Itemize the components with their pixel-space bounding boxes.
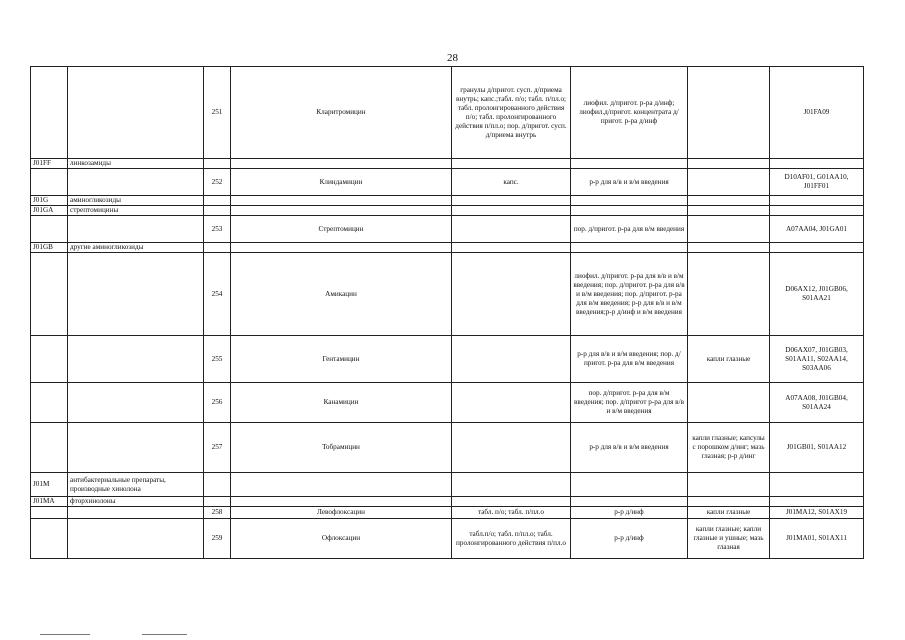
empty-cell [770,206,864,216]
empty-cell [231,206,452,216]
drug-name: Амикацин [231,253,452,336]
other-forms [688,67,770,159]
drug-name: Офлоксацин [231,519,452,559]
atc-codes: J01GB01, S01AA12 [770,423,864,473]
empty-cell [770,159,864,169]
empty-cell [31,336,68,383]
oral-forms: табл.п/о; табл. п/пл.о; табл. пролонгированного действия п/пл.о [452,519,571,559]
atc-group-code: J01MA [31,497,68,507]
other-forms [688,169,770,196]
empty-cell [571,206,688,216]
empty-cell [770,473,864,497]
injection-forms: лиофил. д/пригот. р-ра д/инф; лиофил.д/пригот. концентрата д/пригот. р-ра д/инф [571,67,688,159]
empty-cell [68,336,204,383]
drug-name: Клиндамицин [231,169,452,196]
empty-cell [688,159,770,169]
drug-table [30,66,864,559]
table-body [31,67,864,559]
other-forms: капли глазные [688,336,770,383]
atc-codes: A07AA04, J01GA01 [770,216,864,243]
atc-codes: D06AX07, J01GB03, S01AA11, S02AA14, S03AA06 [770,336,864,383]
atc-group-code: J01M [31,473,68,497]
row-number: 258 [204,507,231,519]
other-forms [688,253,770,336]
injection-forms: р-р для в/в и в/м введения [571,169,688,196]
row-number: 251 [204,67,231,159]
empty-cell [68,383,204,423]
oral-forms [452,336,571,383]
row-number: 254 [204,253,231,336]
empty-cell [571,473,688,497]
atc-group-label: линкозамиды [68,159,204,169]
empty-cell [31,383,68,423]
atc-group-label: другие аминогликозиды [68,243,204,253]
empty-cell [452,473,571,497]
empty-cell [688,196,770,206]
empty-cell [571,159,688,169]
oral-forms: гранулы д/пригот. сусп. д/приема внутрь; капс.;табл. п/о; табл. п/пл.о; табл. пролонгированного действия п/о; табл. пролонгированного действия п/пл.о; пор. д/пригот. сусп. д/приема внутрь [452,67,571,159]
atc-codes: A07AA08, J01GB04, S01AA24 [770,383,864,423]
empty-cell [231,243,452,253]
empty-cell [31,519,68,559]
other-forms [688,383,770,423]
oral-forms [452,383,571,423]
drug-row [31,336,864,383]
atc-group-code: J01G [31,196,68,206]
atc-codes: D06AX12, J01GB06, S01AA21 [770,253,864,336]
group-row [31,206,864,216]
drug-name: Гентамицин [231,336,452,383]
empty-cell [204,497,231,507]
injection-forms: р-р д/инф [571,519,688,559]
empty-cell [770,497,864,507]
empty-cell [204,159,231,169]
empty-cell [68,67,204,159]
drug-row [31,216,864,243]
empty-cell [231,159,452,169]
empty-cell [571,497,688,507]
empty-cell [68,423,204,473]
group-row [31,497,864,507]
empty-cell [231,473,452,497]
empty-cell [204,243,231,253]
empty-cell [68,507,204,519]
drug-row [31,169,864,196]
drug-name: Канамицин [231,383,452,423]
empty-cell [68,519,204,559]
empty-cell [204,473,231,497]
drug-row [31,423,864,473]
empty-cell [68,169,204,196]
atc-group-label: аминогликозиды [68,196,204,206]
oral-forms: табл. п/о; табл. п/пл.о [452,507,571,519]
empty-cell [231,196,452,206]
oral-forms: капс. [452,169,571,196]
injection-forms: р-р для в/в и в/м введения; пор. д/пригот. р-ра для в/м введения [571,336,688,383]
empty-cell [688,497,770,507]
row-number: 259 [204,519,231,559]
empty-cell [770,243,864,253]
scan-artifact [40,634,90,635]
injection-forms: лиофил. д/пригот. р-ра для в/в и в/м введения; пор. д/пригот. р-ра для в/в и в/м введения; пор. д/пригот. р-ра для в/м введения; р-р для в/в и в/м введения;р-р д/инф и в/м введения [571,253,688,336]
atc-group-label: антибактериальные препараты, производные хинолона [68,473,204,497]
drug-name: Тобрамицин [231,423,452,473]
empty-cell [204,206,231,216]
oral-forms [452,253,571,336]
group-row [31,159,864,169]
drug-name: Кларитромицин [231,67,452,159]
empty-cell [68,253,204,336]
row-number: 256 [204,383,231,423]
atc-codes: J01MA01, S01AX11 [770,519,864,559]
empty-cell [770,196,864,206]
empty-cell [31,67,68,159]
empty-cell [31,423,68,473]
atc-codes: D10AF01, G01AA10, J01FF01 [770,169,864,196]
drug-row [31,383,864,423]
drug-row [31,67,864,159]
row-number: 253 [204,216,231,243]
atc-group-label: фторхинолоны [68,497,204,507]
atc-codes: J01FA09 [770,67,864,159]
drug-name: Стрептомицин [231,216,452,243]
other-forms: капли глазные; капли глазные и ушные; мазь глазная [688,519,770,559]
injection-forms: пор. д/пригот. р-ра для в/м введения; пор. д/пригот р-ра для в/в и в/м введения [571,383,688,423]
drug-name: Левофлоксацин [231,507,452,519]
empty-cell [31,507,68,519]
group-row [31,196,864,206]
injection-forms: р-р д/инф [571,507,688,519]
atc-group-code: J01GB [31,243,68,253]
atc-codes: J01MA12, S01AX19 [770,507,864,519]
empty-cell [452,196,571,206]
row-number: 257 [204,423,231,473]
page-number: 28 [447,52,458,64]
drug-row [31,507,864,519]
empty-cell [31,253,68,336]
group-row [31,243,864,253]
drug-row [31,253,864,336]
empty-cell [688,206,770,216]
injection-forms: пор. д/пригот. р-ра для в/м введения [571,216,688,243]
empty-cell [68,216,204,243]
empty-cell [231,497,452,507]
empty-cell [688,473,770,497]
oral-forms [452,216,571,243]
empty-cell [452,497,571,507]
empty-cell [452,243,571,253]
other-forms: капли глазные [688,507,770,519]
scan-artifact [142,634,187,635]
other-forms [688,216,770,243]
empty-cell [571,243,688,253]
row-number: 252 [204,169,231,196]
atc-group-code: J01GA [31,206,68,216]
empty-cell [688,243,770,253]
empty-cell [452,206,571,216]
empty-cell [31,169,68,196]
injection-forms: р-р для в/в и в/м введения [571,423,688,473]
empty-cell [452,159,571,169]
row-number: 255 [204,336,231,383]
empty-cell [204,196,231,206]
group-row [31,473,864,497]
drug-row [31,519,864,559]
other-forms: капли глазные; капсулы с порошком д/инг; мазь глазная; р-р д/инг [688,423,770,473]
oral-forms [452,423,571,473]
atc-group-label: стрептомицины [68,206,204,216]
atc-group-code: J01FF [31,159,68,169]
empty-cell [571,196,688,206]
empty-cell [31,216,68,243]
